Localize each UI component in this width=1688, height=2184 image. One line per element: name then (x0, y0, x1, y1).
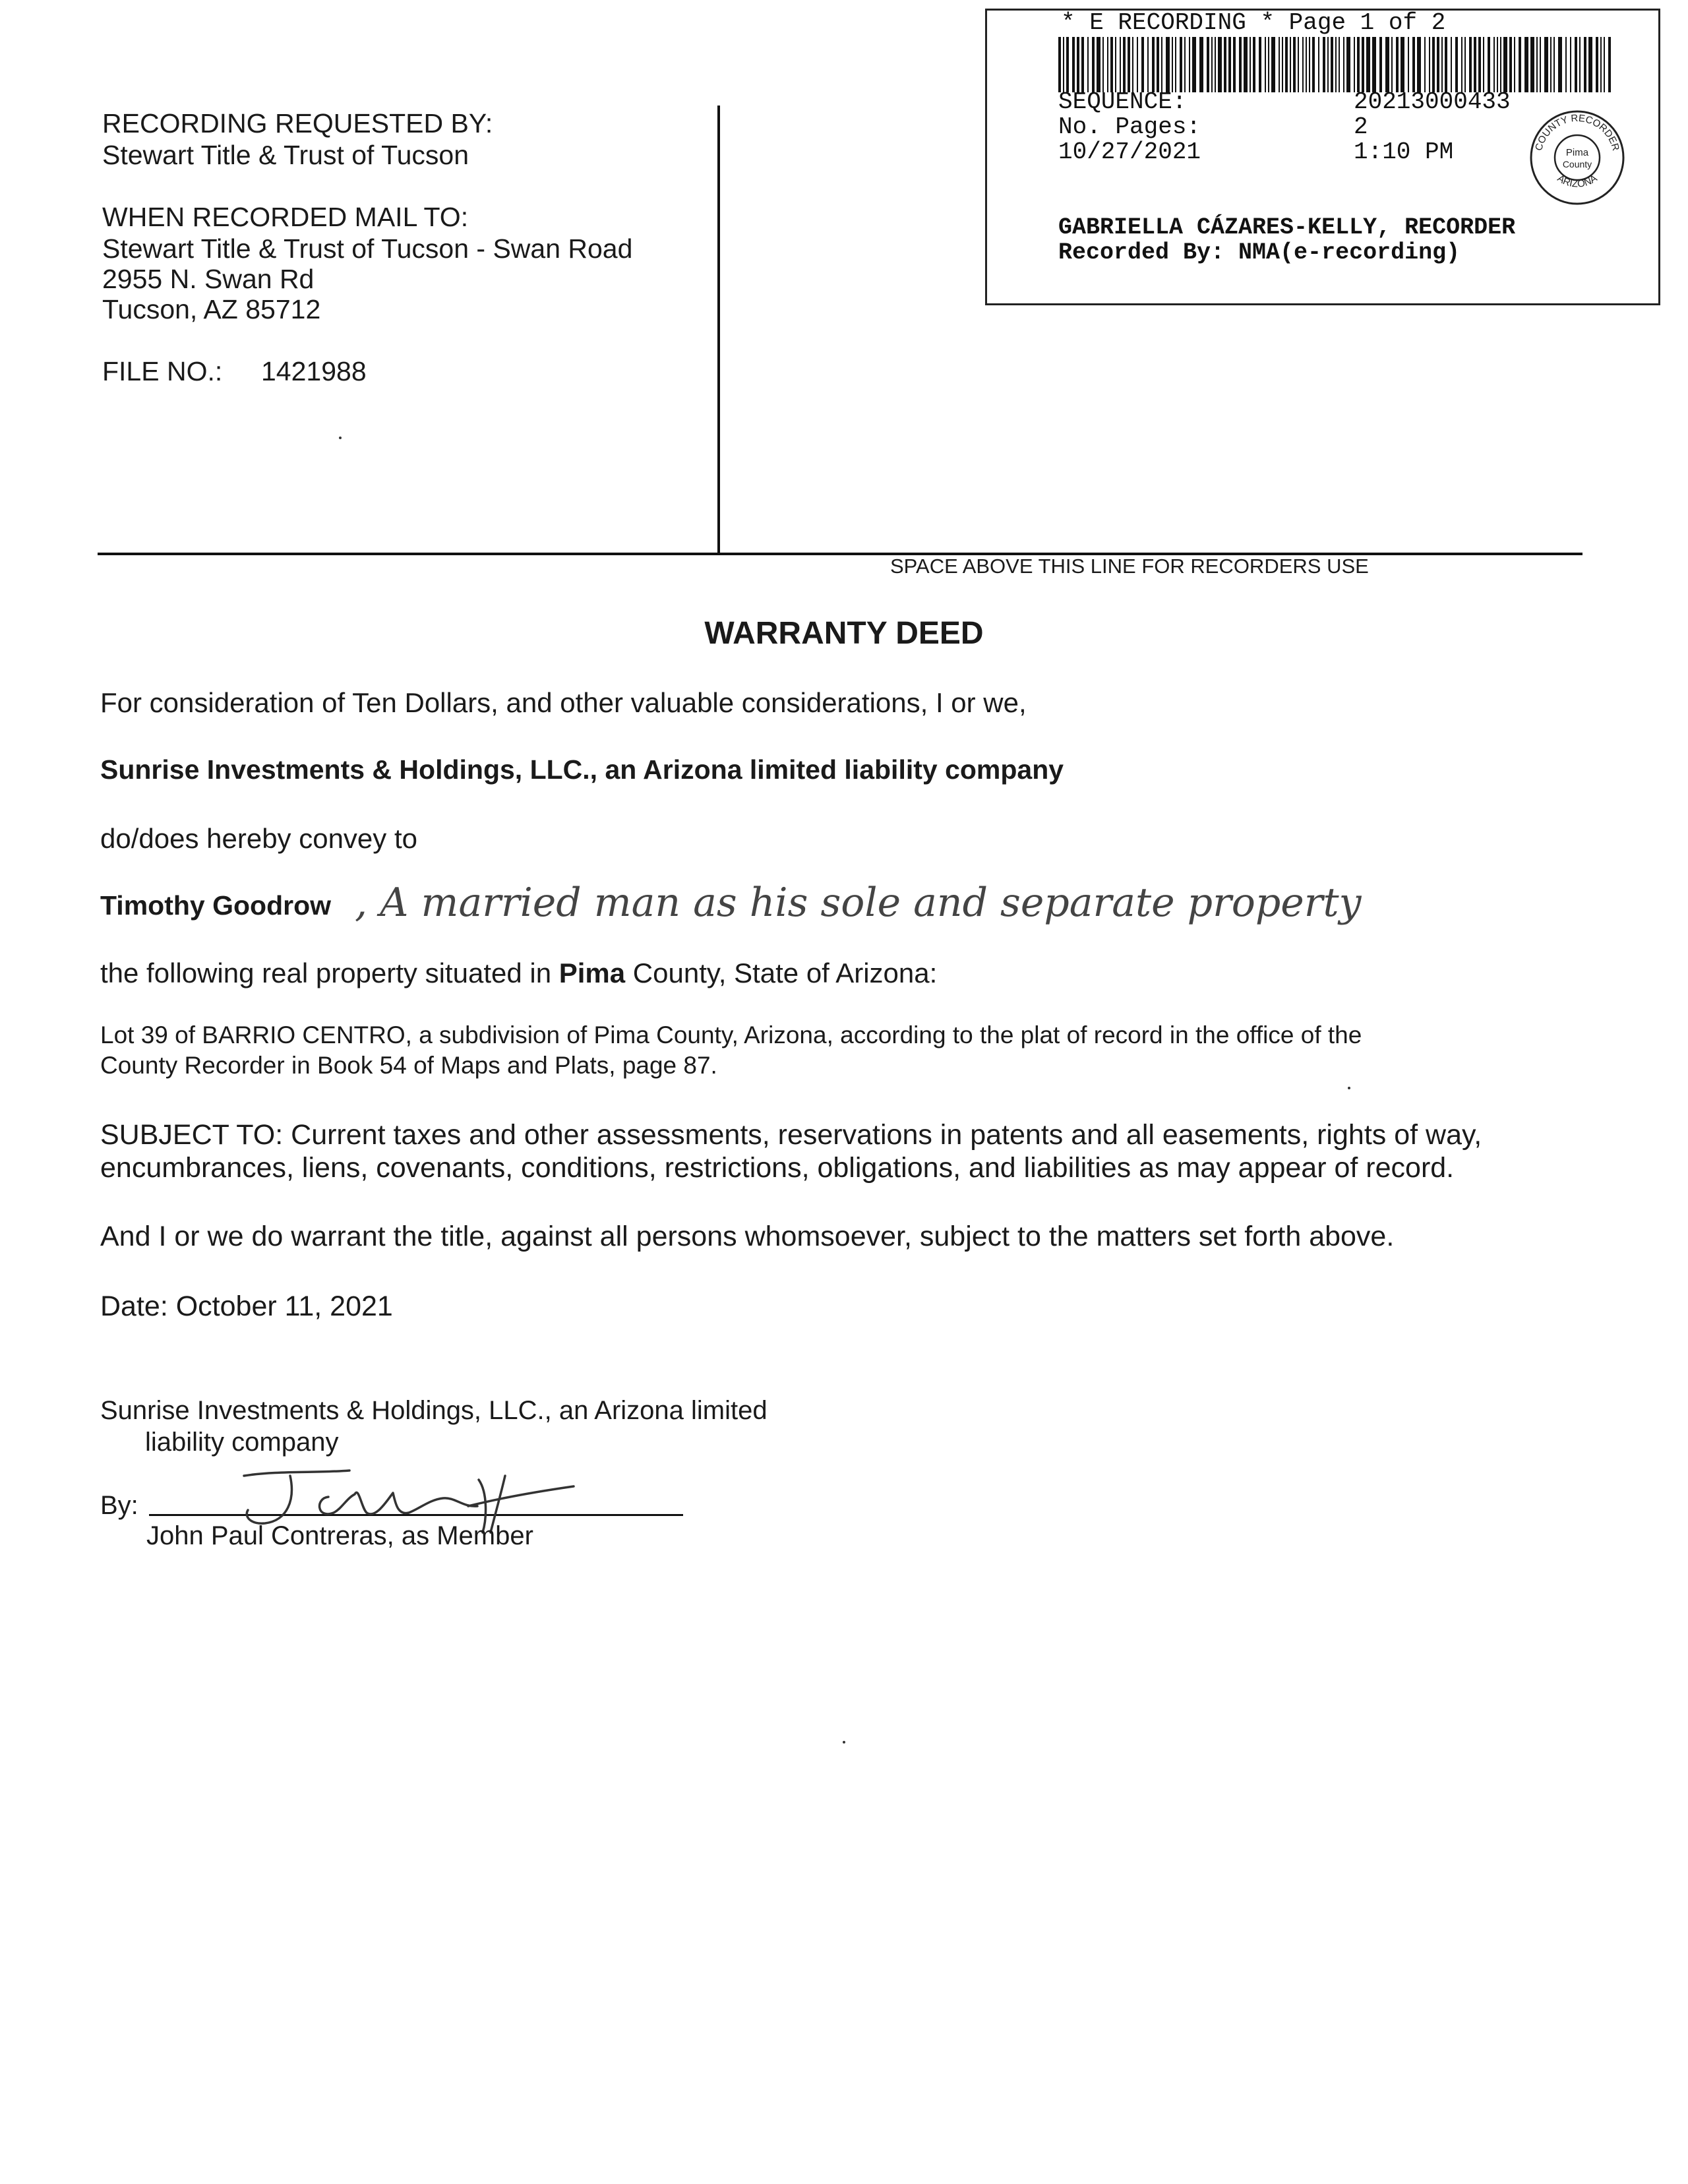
barcode-bar (1323, 37, 1325, 92)
recording-time: 1:10 PM (1354, 138, 1454, 166)
barcode-bar (1524, 37, 1528, 92)
county-seal-icon (1528, 108, 1627, 207)
barcode-bar (1544, 37, 1548, 92)
file-no: 1421988 (261, 356, 367, 386)
barcode-bar (1081, 37, 1084, 92)
barcode-bar (1464, 37, 1466, 92)
barcode-bar (1077, 37, 1079, 92)
barcode-bar (1132, 37, 1133, 92)
barcode-bar (1312, 37, 1315, 92)
barcode-bar (1271, 37, 1275, 92)
barcode-bar (1137, 37, 1138, 92)
barcode-bar (1120, 37, 1121, 92)
requested-by-label: RECORDING REQUESTED BY: (102, 108, 493, 138)
barcode-bar (1372, 37, 1376, 92)
barcode-bar (1588, 37, 1592, 92)
barcode-bar (1565, 37, 1567, 92)
barcode-bar (1175, 37, 1176, 92)
seal-text-pima: Pima (1565, 147, 1589, 158)
barcode-bar (1596, 37, 1598, 92)
barcode-bar (1282, 37, 1283, 92)
consideration-text: For consideration of Ten Dollars, and other valuable considerations, I or we, (100, 687, 1027, 718)
speck (339, 437, 342, 439)
barcode-bar (1253, 37, 1255, 92)
barcode-bar (1509, 37, 1512, 92)
barcode-bar (1500, 37, 1501, 92)
grantee-handwritten-note: , A married man as his sole and separate property (355, 880, 1362, 926)
barcode-bar (1250, 37, 1251, 92)
barcode-bar (1180, 37, 1182, 92)
barcode-bar (1107, 37, 1108, 92)
barcode-bar (1218, 37, 1222, 92)
barcode-bar (1058, 37, 1061, 92)
barcode-bar (1087, 37, 1089, 92)
barcode-bar (1575, 37, 1577, 92)
barcode-bar (1584, 37, 1586, 92)
pages-label: No. Pages: (1058, 113, 1201, 140)
barcode-bar (1530, 37, 1534, 92)
barcode-bar (1268, 37, 1269, 92)
property-pre: the following real property situated in (100, 957, 559, 988)
recording-date: 10/27/2021 (1058, 138, 1201, 166)
barcode-bar (1424, 37, 1426, 92)
recorder-stamp (985, 9, 1660, 305)
barcode-bar (1608, 37, 1611, 92)
barcode-bar (1441, 37, 1443, 92)
mail-to-label: WHEN RECORDED MAIL TO: (102, 202, 469, 232)
barcode-bar (1335, 37, 1337, 92)
barcode-bar (1157, 37, 1159, 92)
stamp-header: * E RECORDING * Page 1 of 2 (1061, 9, 1446, 36)
subject-to-line2: encumbrances, liens, covenants, conditions, restrictions, obligations, and liabilities as may appear of record. (100, 1152, 1455, 1184)
legal-description-line1: Lot 39 of BARRIO CENTRO, a subdivision of Pima County, Arizona, according to the plat of record in the office of the (100, 1021, 1362, 1048)
pages-value: 2 (1354, 113, 1368, 140)
sequence-value: 20213000433 (1354, 88, 1511, 115)
convey-text: do/does hereby convey to (100, 823, 417, 854)
barcode-bar (1401, 37, 1404, 92)
svg-text:COUNTY RECORDER (1533, 113, 1621, 152)
barcode-bar (1366, 37, 1370, 92)
barcode-bar (1417, 37, 1421, 92)
barcode-bar (1228, 37, 1231, 92)
barcode-bar (1540, 37, 1541, 92)
recorded-by: Recorded By: NMA(e-recording) (1058, 239, 1461, 266)
barcode-bar (1412, 37, 1415, 92)
barcode-bar (1429, 37, 1430, 92)
barcode-bar (1147, 37, 1149, 92)
barcode-bar (1166, 37, 1170, 92)
barcode-bar (1279, 37, 1280, 92)
sequence-label: SEQUENCE: (1058, 88, 1187, 115)
barcode-bar (1199, 37, 1203, 92)
barcode-bar (1445, 37, 1447, 92)
barcode-bar (1092, 37, 1095, 92)
barcode-bar (1493, 37, 1495, 92)
barcode-bar (1558, 37, 1562, 92)
grantor: Sunrise Investments & Holdings, LLC., an Arizona limited liability company (100, 754, 1064, 785)
barcode-bar (1233, 37, 1236, 92)
barcode-bar (1066, 37, 1069, 92)
barcode-bar (1072, 37, 1075, 92)
subject-to-line1: SUBJECT TO: Current taxes and other assessments, reservations in patents and all easements, rights of way, (100, 1119, 1482, 1151)
barcode-bar (1354, 37, 1355, 92)
barcode-bar (1514, 37, 1515, 92)
barcode-bar (1343, 37, 1344, 92)
barcode-bar (1469, 37, 1472, 92)
barcode-bar (1265, 37, 1266, 92)
signer-entity-line2: liability company (145, 1428, 339, 1457)
barcode-bar (1207, 37, 1209, 92)
barcode-bar (1346, 37, 1350, 92)
barcode-bar (1379, 37, 1382, 92)
barcode-bar (1189, 37, 1190, 92)
file-no-label: FILE NO.: (102, 356, 223, 386)
mail-to-line1: Stewart Title & Trust of Tucson - Swan Road (102, 233, 633, 264)
barcode-bar (1224, 37, 1226, 92)
barcode-bar (1318, 37, 1319, 92)
barcode-bar (1110, 37, 1113, 92)
barcode-bar (1239, 37, 1242, 92)
barcode-bar (1519, 37, 1521, 92)
barcode-bar (1503, 37, 1507, 92)
barcode-bar (1184, 37, 1186, 92)
barcode-bar (1152, 37, 1155, 92)
barcode-bar (1141, 37, 1144, 92)
barcode-bar (1461, 37, 1462, 92)
barcode-bar (1483, 37, 1484, 92)
barcode-bar (1432, 37, 1435, 92)
barcode-bar (1102, 37, 1104, 92)
barcode-bar (1497, 37, 1498, 92)
barcode-bar (1123, 37, 1126, 92)
barcode-bar (1259, 37, 1261, 92)
speck (1348, 1087, 1350, 1089)
barcode-bar (1115, 37, 1116, 92)
seal-text-county: County (1562, 159, 1592, 169)
barcode-bar (1285, 37, 1288, 92)
barcode-bar (1536, 37, 1538, 92)
seal-text-bottom: ARIZONA (1555, 172, 1600, 190)
barcode-bar (1396, 37, 1399, 92)
barcode-bar (1451, 37, 1452, 92)
barcode-bar (1293, 37, 1296, 92)
warranty-clause: And I or we do warrant the title, against all persons whomsoever, subject to the matters set forth above. (100, 1221, 1395, 1252)
barcode-bar (1327, 37, 1329, 92)
barcode-bar (1553, 37, 1555, 92)
barcode-bar (1298, 37, 1299, 92)
grantee: Timothy Goodrow (100, 890, 332, 921)
barcode-bar (1215, 37, 1216, 92)
barcode-bar (1306, 37, 1307, 92)
barcode-bar (1604, 37, 1605, 92)
barcode-bar (1362, 37, 1364, 92)
by-label: By: (100, 1491, 138, 1520)
barcode-bar (1097, 37, 1100, 92)
barcode-bar (1172, 37, 1173, 92)
recorder-name: GABRIELLA CÁZARES-KELLY, RECORDER (1058, 214, 1516, 241)
signer-entity-line1: Sunrise Investments & Holdings, LLC., an Arizona limited (100, 1396, 768, 1425)
barcode-bar (1550, 37, 1552, 92)
barcode-bar (1244, 37, 1248, 92)
barcode-bar (1455, 37, 1458, 92)
property-post: County, State of Arizona: (625, 957, 938, 988)
barcode-bar (1385, 37, 1389, 92)
barcode-bar (1211, 37, 1213, 92)
barcode-bar (1391, 37, 1393, 92)
barcode-bar (1339, 37, 1340, 92)
requested-by: Stewart Title & Trust of Tucson (102, 140, 469, 170)
barcode-bar (1290, 37, 1291, 92)
barcode-bar (1357, 37, 1360, 92)
svg-text:ARIZONA (1555, 173, 1600, 190)
barcode-bar (1570, 37, 1571, 92)
seal-text-top: COUNTY RECORDER (1533, 112, 1621, 152)
barcode-bar (1579, 37, 1581, 92)
mail-to-line2: 2955 N. Swan Rd (102, 264, 315, 294)
barcode-bar (1192, 37, 1196, 92)
speck (843, 1741, 845, 1744)
barcode (1058, 37, 1611, 92)
barcode-bar (1437, 37, 1439, 92)
barcode-bar (1600, 37, 1602, 92)
barcode-bar (1161, 37, 1162, 92)
legal-description-line2: County Recorder in Book 54 of Maps and Plats, page 87. (100, 1052, 717, 1079)
barcode-bar (1331, 37, 1333, 92)
deed-title: WARRANTY DEED (704, 616, 984, 651)
barcode-bar (1488, 37, 1490, 92)
property-situs (100, 957, 937, 988)
property-county: Pima (558, 957, 626, 988)
barcode-bar (1478, 37, 1481, 92)
barcode-bar (1302, 37, 1304, 92)
space-above-note: SPACE ABOVE THIS LINE FOR RECORDERS USE (890, 555, 1369, 578)
barcode-bar (1309, 37, 1310, 92)
signer-name: John Paul Contreras, as Member (146, 1521, 533, 1550)
barcode-bar (1128, 37, 1130, 92)
barcode-bar (1408, 37, 1409, 92)
barcode-bar (1474, 37, 1476, 92)
deed-date: Date: October 11, 2021 (100, 1290, 393, 1322)
vertical-divider (717, 106, 720, 555)
barcode-bar (1063, 37, 1064, 92)
mail-to-line3: Tucson, AZ 85712 (102, 294, 321, 324)
